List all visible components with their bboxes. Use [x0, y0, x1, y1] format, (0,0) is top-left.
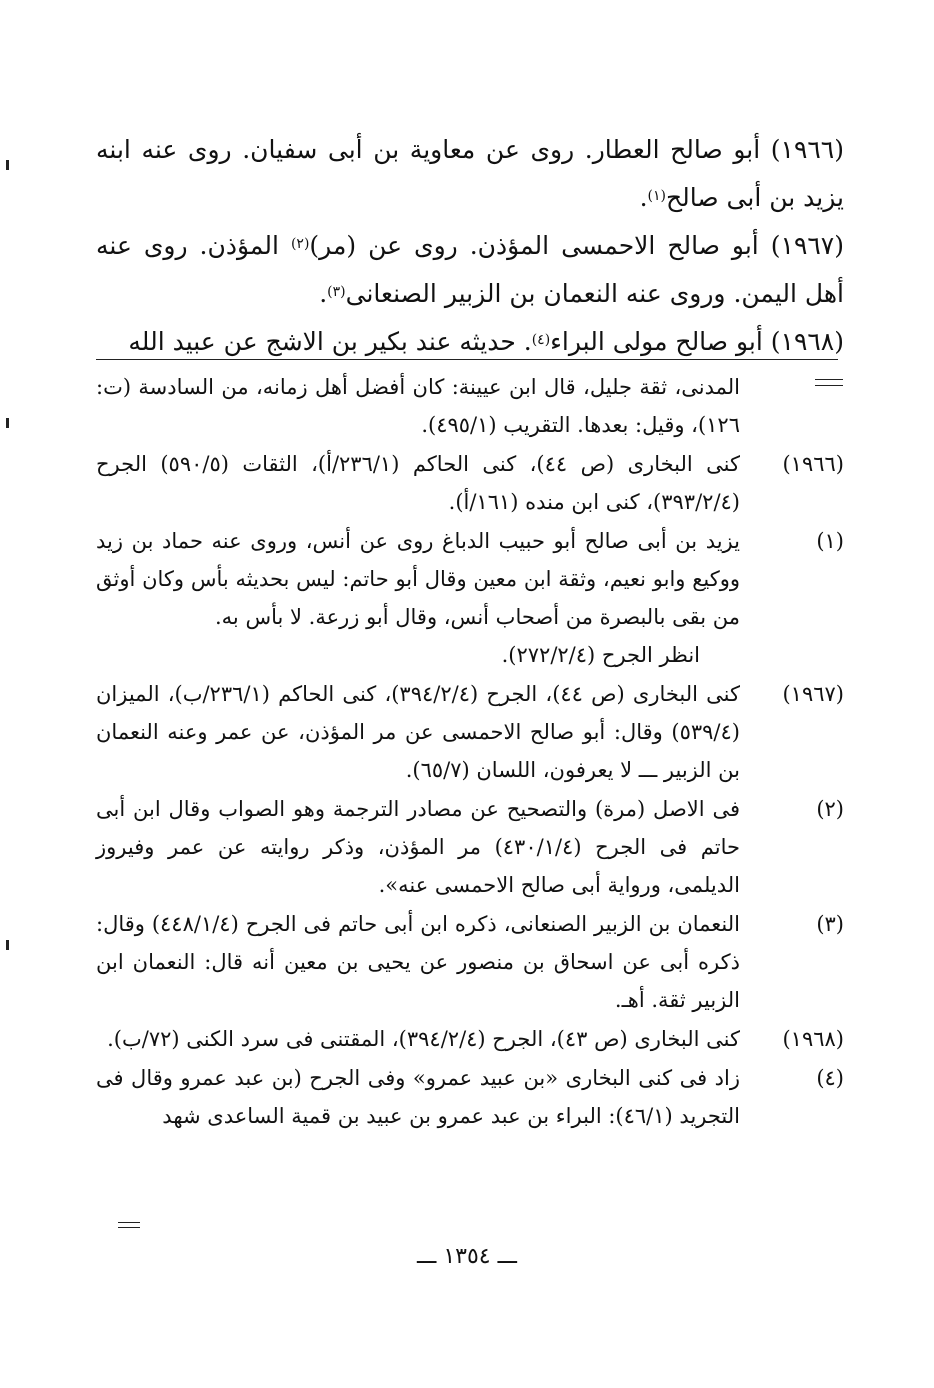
entry-number: (١٩٦٦): [770, 135, 844, 164]
scan-edge-mark: [6, 940, 9, 950]
footnote-label: (١٩٦٨): [782, 1027, 844, 1051]
entry-text: أبو صالح الاحمسى المؤذن. روى عن (مر): [309, 231, 771, 260]
footnote-label: (١): [816, 529, 844, 553]
entry-text: أبو صالح العطار. روى عن معاوية بن أبى سفيان. روى عنه ابنه يزيد بن أبى صالح: [96, 135, 844, 212]
continued-mark: [118, 1222, 140, 1228]
footnote-text-extra: انظر الجرح (٢٧٢/٢/٤).: [501, 643, 700, 667]
footnote-1968: [96, 1020, 844, 1058]
footnote-label: (١٩٦٦): [782, 452, 844, 476]
entry-number: (١٩٦٨): [770, 327, 844, 356]
entry-number: (١٩٦٧): [770, 231, 844, 260]
footnote-ref: (٢): [290, 236, 310, 252]
footnote-text: زاد فى كنى البخارى «بن عبيد عمرو» وفى الجرح (بن عبد عمرو وقال فى التجريد (٤٦/١): البراء بن عبد عمرو بن عبيد بن قمية الساعدى شهد: [96, 1066, 740, 1128]
footnote-continued: [96, 368, 844, 444]
entry-text-tail: .: [639, 183, 648, 212]
footnote-2: [96, 790, 844, 904]
footnote-label: (٤): [816, 1066, 844, 1090]
entry-text-tail: المؤذن. روى عنه أهل اليمن. وروى عنه النعمان بن الزبير الصنعانى: [96, 231, 844, 308]
footnote-4: [96, 1059, 844, 1135]
footnote-ref: (٣): [327, 284, 346, 300]
footnote-text: النعمان بن الزبير الصنعانى، ذكره ابن أبى حاتم فى الجرح (٤٤٨/١/٤) وقال: ذكره أبى عن اسحاق بن منصور عن يحيى بن معين أنه قال: النعمان ابن الزبير ثقة. أهـ.: [96, 912, 740, 1012]
entry-text-tail: . حديثه عند بكير بن الاشج عن عبيد الله: [128, 327, 532, 356]
entry-1967: [96, 222, 844, 318]
footnote-text: كنى البخارى (ص ٤٤)، الجرح (٣٩٤/٢/٤)، كنى الحاكم (٢٣٦/١/ب)، الميزان (٥٣٩/٤) وقال: أبو صالح الاحمسى عن مر المؤذن، عن عمر وعنه النعمان بن الزبير ـــ لا يعرفون، اللسان (٦٥/٧).: [96, 682, 740, 782]
footnote-3: [96, 905, 844, 1019]
footnote-text: فى الاصل (مرة) والتصحيح عن مصادر الترجمة وهو الصواب وقال ابن أبى حاتم فى الجرح (٤٣٠/١/٤) مر المؤذن، وذكر روايته عن عمر وفيروز الديلمى، ورواية أبى صالح الاحمسى عنه».: [96, 797, 740, 897]
footnote-text: كنى البخارى (ص ٤٣)، الجرح (٣٩٤/٢/٤)، المقتنى فى سرد الكنى (٧٢/ب).: [107, 1027, 740, 1051]
footnote-1967: [96, 675, 844, 789]
footnote-text: يزيد بن أبى صالح أبو حبيب الدباغ روى عن أنس، وروى عنه حماد بن زيد ووكيع وابو نعيم، وثقة ابن معين وقال أبو حاتم: ليس بحديثه بأس وكان أوثق من بقى بالبصرة من أصحاب أنس، وقال أبو زرعة. لا بأس به.: [96, 529, 740, 629]
footnote-label: (٢): [816, 797, 844, 821]
scan-edge-mark: [6, 160, 9, 170]
main-text: [96, 126, 844, 366]
scan-edge-mark: [6, 418, 9, 428]
footnote-label: (١٩٦٧): [782, 682, 844, 706]
entry-text-tail: .: [319, 279, 328, 308]
footnote-ref: (١): [647, 188, 666, 204]
footnote-text: كنى البخارى (ص ٤٤)، كنى الحاكم (٢٣٦/١/أ)، الثقات (٥٩٠/٥) الجرح (٣٩٣/٢/٤)، كنى ابن منده (١٦١/أ).: [96, 452, 740, 514]
footnote-1: [96, 522, 844, 674]
entry-1966: [96, 126, 844, 222]
entry-text: أبو صالح مولى البراء: [550, 327, 771, 356]
page-number: ـــ ١٣٥٤ ـــ: [417, 1244, 517, 1269]
footnote-text: المدنى، ثقة جليل، قال ابن عيينة: كان أفضل أهل زمانه، من السادسة (ت: ١٢٦)، وقيل: بعدها. التقريب (٤٩٥/١).: [96, 375, 740, 437]
footnote-1966: [96, 445, 844, 521]
footnotes: [96, 368, 844, 1136]
footnote-ref: (٤): [531, 332, 551, 348]
footnote-separator: [96, 359, 838, 360]
footnote-label: (٣): [816, 912, 844, 936]
